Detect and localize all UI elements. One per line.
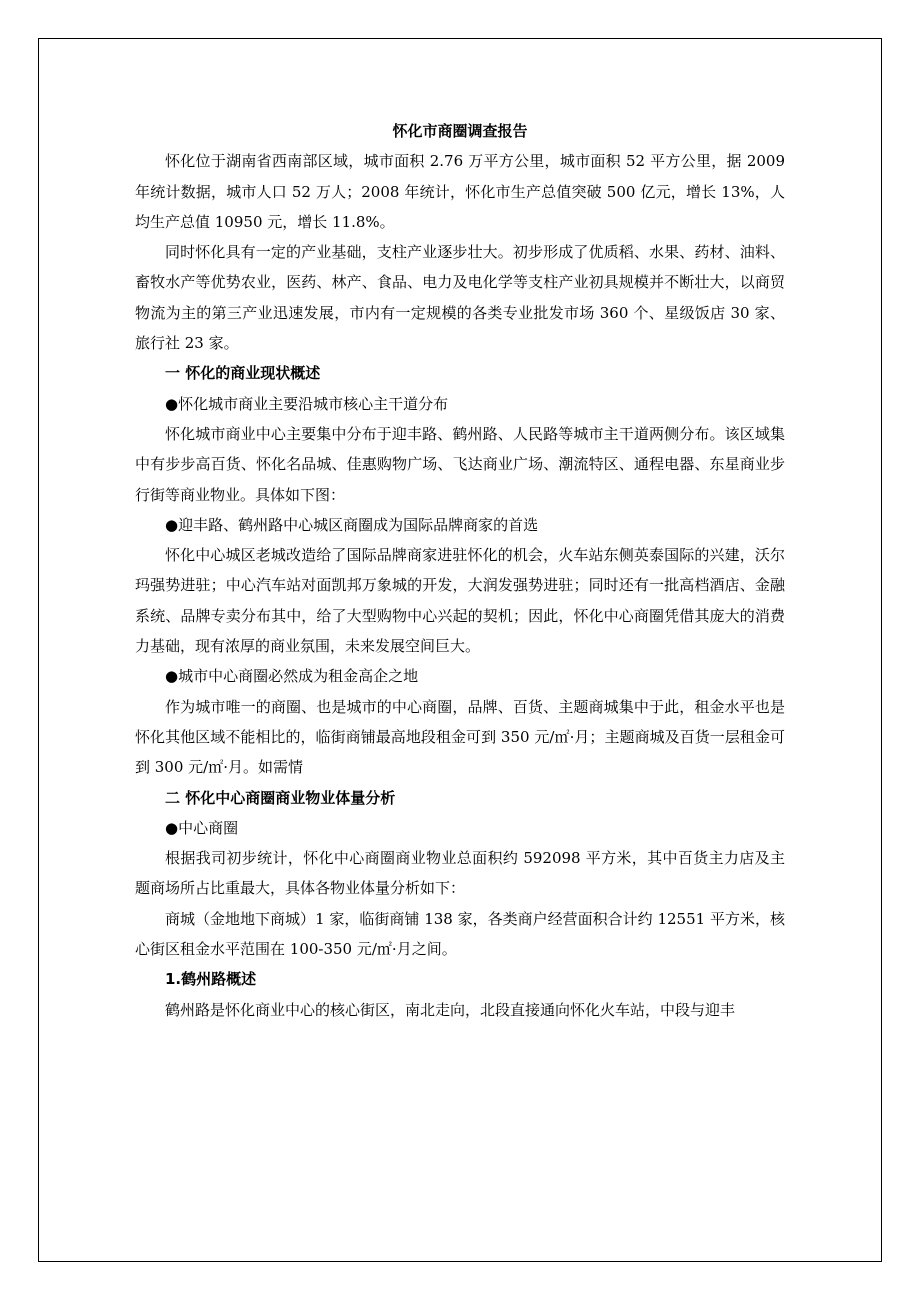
bullet-text: 迎丰路、鹤州路中心城区商圈成为国际品牌商家的首选 bbox=[178, 515, 539, 534]
subsection-heading: 1.鹤州路概述 bbox=[165, 970, 257, 989]
bullet-dot-icon: ● bbox=[165, 394, 179, 413]
paragraph-distribution: 怀化城市商业中心主要集中分布于迎丰路、鹤州路、人民路等城市主干道两侧分布。该区域集中有步步高百货、怀化名品城、佳惠购物广场、飞达商业广场、潮流特区、通程电器、东星商业步行街等商业物业。具体如下图： bbox=[135, 424, 785, 504]
bullet-text: 城市中心商圈必然成为租金高企之地 bbox=[178, 667, 419, 686]
bullet-item bbox=[135, 661, 785, 691]
paragraph-brands: 怀化中心城区老城改造给了国际品牌商家进驻怀化的机会，火车站东侧英泰国际的兴建，沃尔玛强势进驻；中心汽车站对面凯邦万象城的开发，大润发强势进驻；同时还有一批高档酒店、金融系统、品牌专卖分布其中，给了大型购物中心兴起的契机；因此，怀化中心商圈凭借其庞大的消费力基础，现有浓厚的商业氛围，未来发展空间巨大。 bbox=[135, 546, 785, 656]
bullet-text: 中心商圈 bbox=[178, 818, 239, 837]
document-body bbox=[135, 116, 785, 1025]
bullet-item bbox=[135, 813, 785, 843]
bullet-dot-icon: ● bbox=[165, 515, 179, 534]
bullet-dot-icon: ● bbox=[165, 818, 179, 837]
bullet-item bbox=[135, 510, 785, 540]
paragraph-intro: 怀化位于湖南省西南部区域，城市面积 2.76 万平方公里，城市面积 52 平方公里，据 2009 年统计数据，城市人口 52 万人；2008 年统计，怀化市生产总值突破 500 亿元，增长 13%，人均生产总值 10950 元，增长 11.8%。 bbox=[135, 152, 785, 231]
paragraph-statistics: 根据我司初步统计，怀化中心商圈商业物业总面积约 592098 平方米，其中百货主力店及主题商场所占比重最大，具体各物业体量分析如下： bbox=[135, 849, 785, 898]
document-title: 怀化市商圈调查报告 bbox=[392, 122, 528, 140]
paragraph-industry: 同时怀化具有一定的产业基础，支柱产业逐步壮大。初步形成了优质稻、水果、药材、油料、畜牧水产等优势农业，医药、林产、食品、电力及电化学等支柱产业初具规模并不断壮大，以商贸物流为主的第三产业迅速发展，市内有一定规模的各类专业批发市场 360 个、星级饭店 30 家、旅行社 23 家。 bbox=[135, 243, 785, 353]
paragraph-hezhou-road: 鹤州路是怀化商业中心的核心街区，南北走向，北段直接通向怀化火车站，中段与迎丰 bbox=[165, 1000, 736, 1019]
paragraph-rent: 作为城市唯一的商圈、也是城市的中心商圈，品牌、百货、主题商城集中于此，租金水平也是怀化其他区域不能相比的，临街商铺最高地段租金可到 350 元/㎡·月；主题商城及百货一层租金可到 300 元/㎡·月。如需情 bbox=[135, 697, 785, 777]
bullet-text: 怀化城市商业主要沿城市核心主干道分布 bbox=[178, 394, 449, 413]
bullet-item bbox=[135, 389, 785, 419]
section-heading-2: 二 怀化中心商圈商业物业体量分析 bbox=[165, 788, 396, 807]
paragraph-mall: 商城（金地地下商城）1 家，临街商铺 138 家，各类商户经营面积合计约 12551 平方米，核心街区租金水平范围在 100-350 元/㎡·月之间。 bbox=[135, 909, 785, 959]
section-heading-1: 一 怀化的商业现状概述 bbox=[165, 364, 321, 383]
bullet-dot-icon: ● bbox=[165, 667, 179, 686]
